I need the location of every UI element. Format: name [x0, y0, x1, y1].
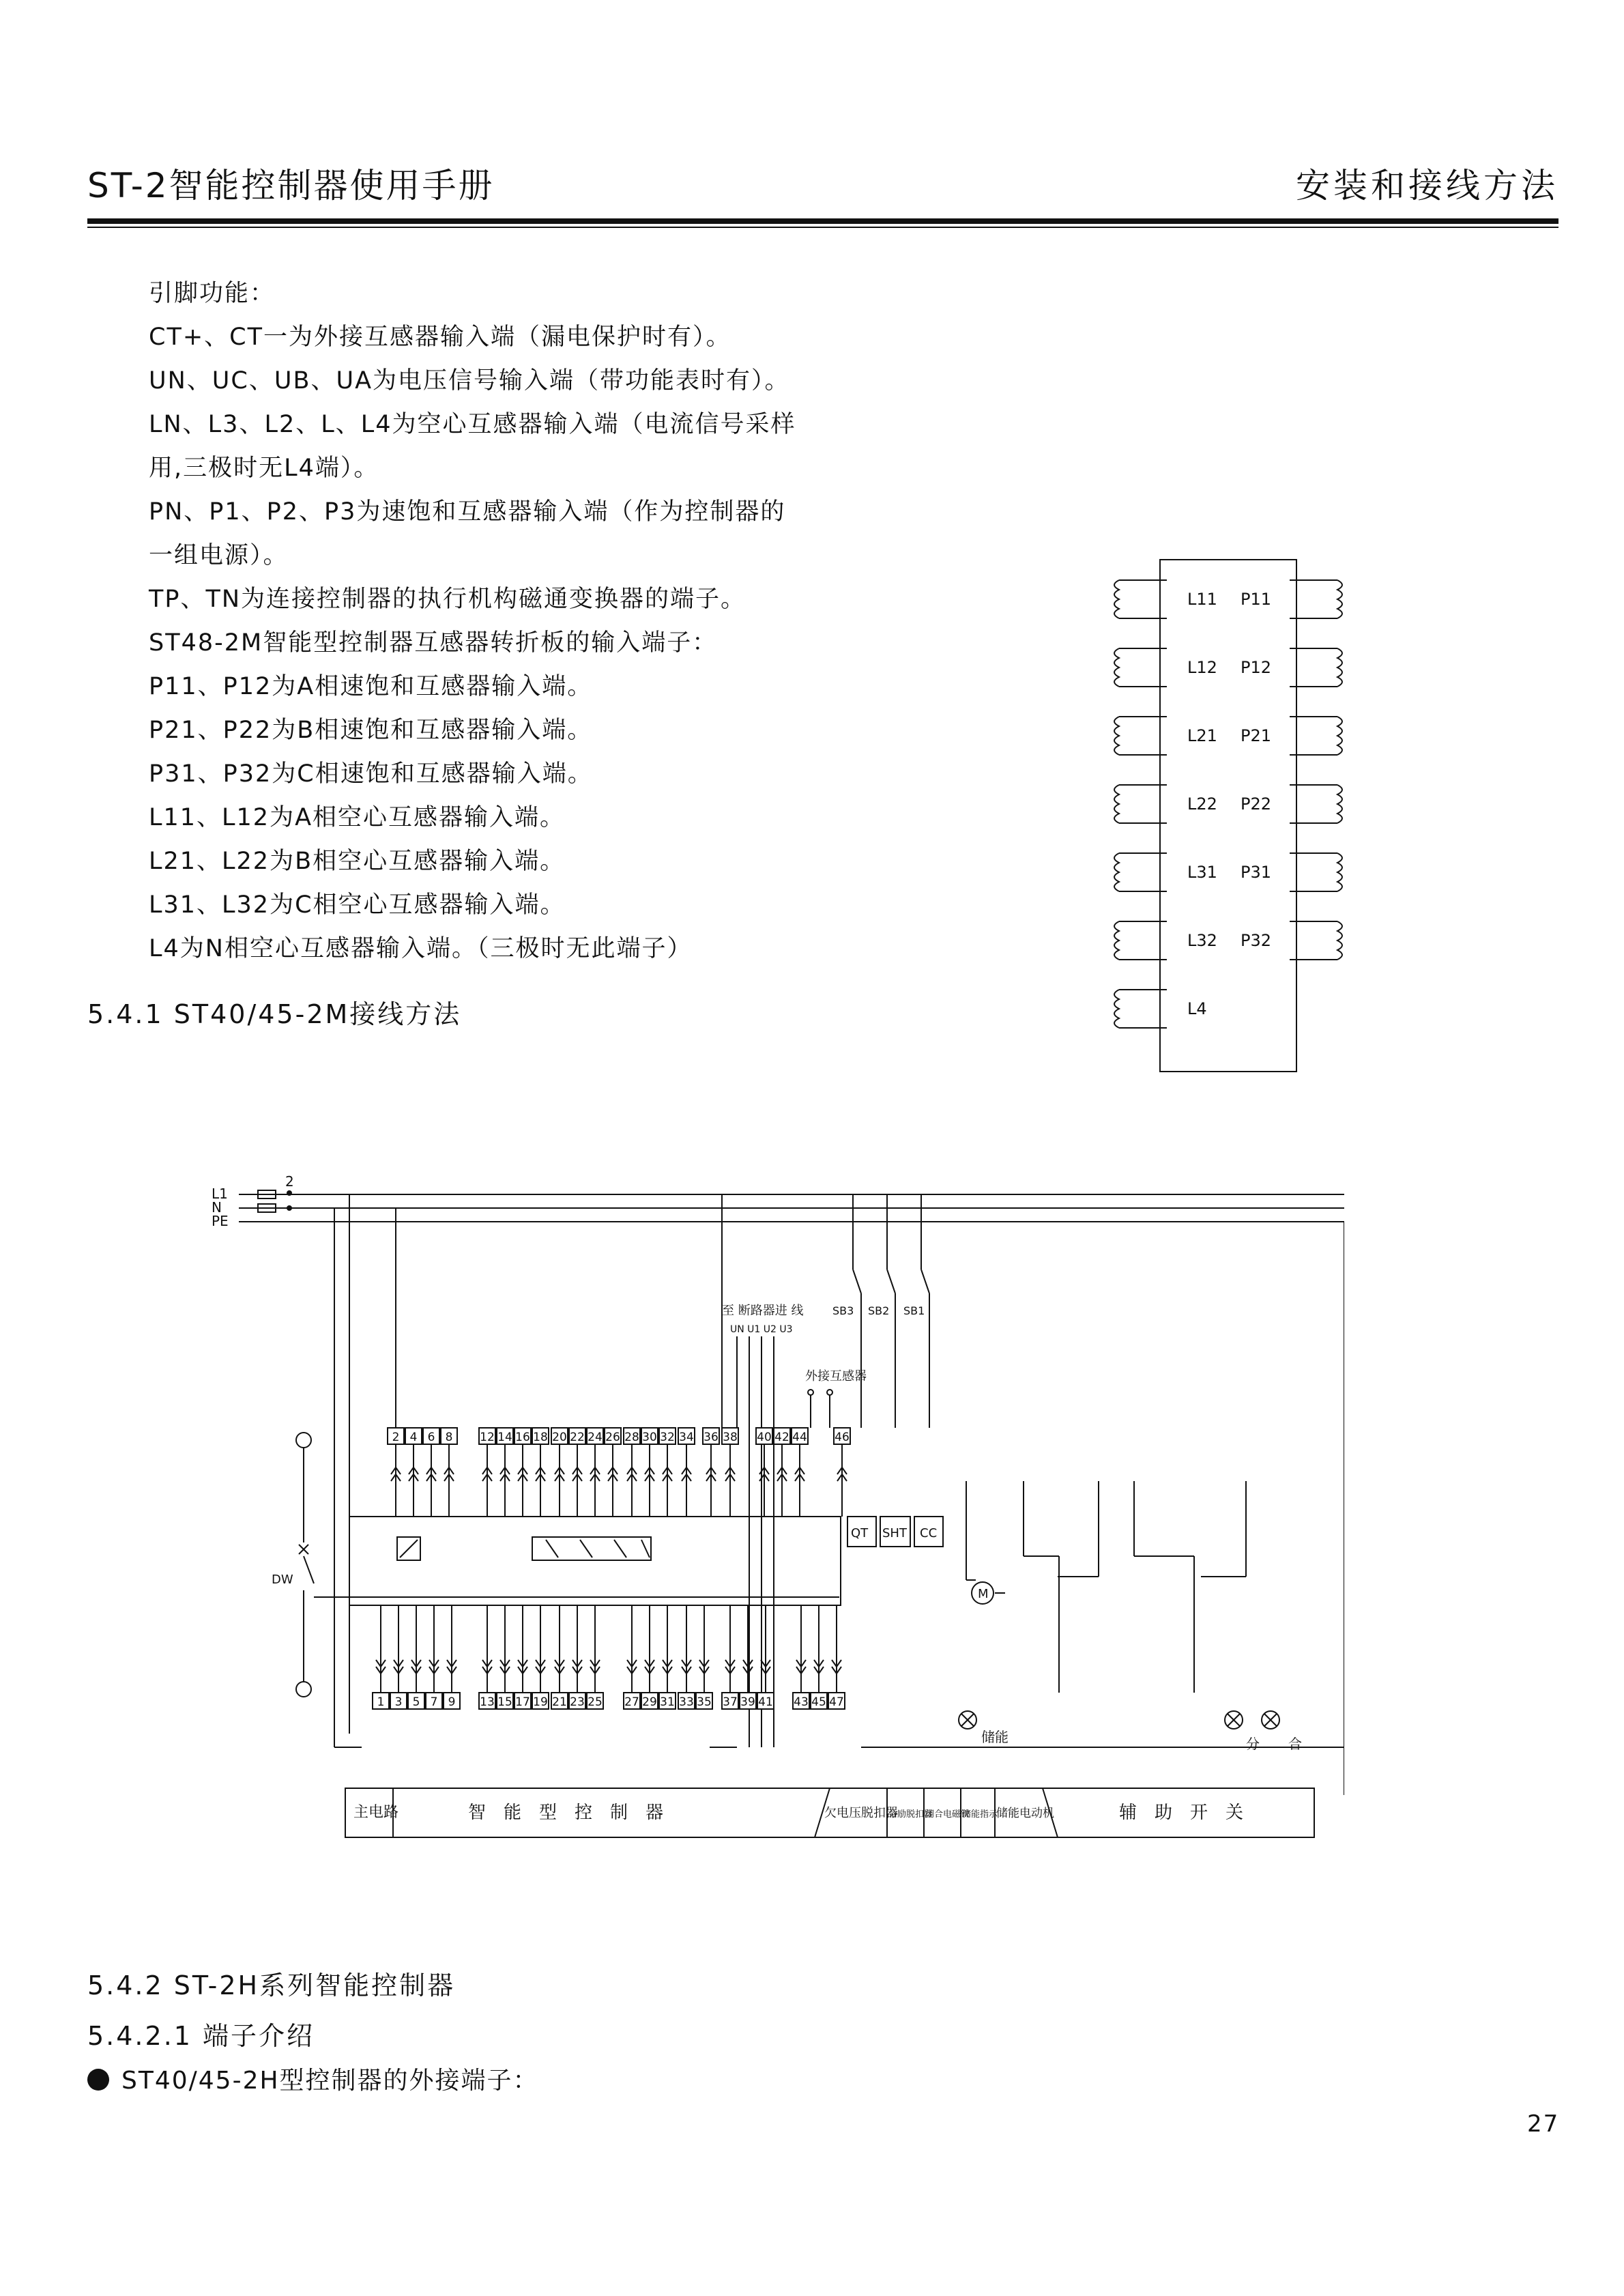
ct-left-coil	[1114, 921, 1119, 960]
text-line: UN、UC、UB、UA为电压信号输入端（带功能表时有）。	[149, 367, 790, 394]
dw-label: DW	[272, 1573, 293, 1587]
ct-label-l: L21	[1187, 726, 1217, 745]
breaker-in-label: 至 断路器进 线	[722, 1304, 804, 1318]
text-line: 一组电源）。	[149, 542, 289, 569]
ct-left-coil	[1114, 785, 1119, 823]
bottom-terminal-label: 35	[697, 1695, 712, 1709]
bottom-terminal-label: 7	[430, 1695, 438, 1709]
bottom-terminal-label: 39	[740, 1695, 755, 1709]
ct-left-coil	[1114, 717, 1119, 755]
top-terminal-label: 4	[409, 1431, 418, 1444]
pin-function-text	[149, 272, 796, 971]
top-terminal-label: 40	[757, 1431, 772, 1444]
bottom-terminal-label: 19	[533, 1695, 548, 1709]
text-line: L21、L22为B相空心互感器输入端。	[149, 848, 566, 875]
top-terminal-label: 34	[679, 1431, 694, 1444]
ct-label-p: P22	[1241, 794, 1272, 814]
top-terminal-label: 46	[835, 1431, 850, 1444]
top-terminal-label: 30	[642, 1431, 657, 1444]
manual-title: ST-2智能控制器使用手册	[87, 166, 495, 205]
legend-aux-switch: 辅 助 开 关	[1119, 1803, 1244, 1823]
top-terminal-label: 20	[552, 1431, 567, 1444]
legend-controller: 智 能 型 控 制 器	[468, 1803, 664, 1823]
text-line: PN、P1、P2、P3为速饱和互感器输入端（作为控制器的	[149, 498, 786, 526]
fuse-terminal	[287, 1206, 291, 1210]
bottom-terminal-label: 5	[412, 1695, 420, 1709]
bullet-text: ST40/45-2H型控制器的外接端子：	[121, 2067, 539, 2095]
ct-right-coil	[1337, 853, 1342, 891]
text-line: TP、TN为连接控制器的执行机构磁通变换器的端子。	[149, 586, 746, 613]
section-5-4-2-heading: 5.4.2 ST-2H系列智能控制器	[87, 1970, 456, 2000]
ext-ct-terminal	[808, 1390, 813, 1395]
ct-left-coil	[1114, 853, 1119, 891]
top-terminal-label: 44	[792, 1431, 807, 1444]
ct-label-p: P11	[1241, 590, 1272, 609]
top-terminal-label: 16	[515, 1431, 530, 1444]
bottom-terminal-label: 31	[660, 1695, 675, 1709]
top-terminal-label: 36	[704, 1431, 719, 1444]
top-terminal-label: 18	[533, 1431, 548, 1444]
top-terminal-label: 6	[427, 1431, 435, 1444]
bottom-terminal-label: 41	[758, 1695, 773, 1709]
bottom-terminal-label: 13	[480, 1695, 495, 1709]
bottom-terminal-label: 3	[394, 1695, 403, 1709]
top-terminal-label: 42	[774, 1431, 789, 1444]
bottom-terminal-label: 27	[624, 1695, 639, 1709]
top-terminal-label: 8	[445, 1431, 453, 1444]
bottom-terminal-label: 45	[811, 1695, 826, 1709]
fuse-label: 2	[285, 1173, 294, 1190]
top-terminal-row	[388, 1428, 850, 1517]
top-terminal-label: 14	[497, 1431, 512, 1444]
legend-energy-indicator: 储能指示	[962, 1809, 998, 1820]
ct-right-coil	[1337, 580, 1342, 618]
close-lamp-label: 合	[1288, 1736, 1302, 1752]
ct-label-p: P12	[1241, 658, 1272, 677]
top-terminal-label: 22	[570, 1431, 585, 1444]
ct-left-coil	[1114, 990, 1119, 1028]
bottom-terminal-label: 23	[570, 1695, 585, 1709]
wiring-diagram	[198, 1160, 1344, 1856]
bus-label-l1: L1	[212, 1186, 228, 1202]
top-terminal-label: 26	[605, 1431, 620, 1444]
bottom-terminal-label: 25	[588, 1695, 603, 1709]
bus-label-n: N	[212, 1199, 222, 1216]
ct-left-coil	[1114, 648, 1119, 687]
ext-ct-label: 外接互感器	[805, 1369, 867, 1383]
header-rule-thin	[87, 227, 1558, 228]
bottom-terminal-label: 17	[515, 1695, 530, 1709]
top-terminal-label: 28	[624, 1431, 639, 1444]
top-terminal-label: 2	[392, 1431, 400, 1444]
ct-label-l: L11	[1187, 590, 1217, 609]
open-lamp-label: 分	[1246, 1736, 1260, 1752]
text-line: 用,三极时无L4端）。	[149, 455, 379, 482]
ct-label-l: L31	[1187, 863, 1217, 882]
text-line: 引脚功能：	[149, 280, 276, 307]
motor-label: M	[978, 1587, 989, 1601]
text-line: L31、L32为C相空心互感器输入端。	[149, 891, 566, 919]
voltage-terminal-labels: UN U1 U2 U3	[730, 1324, 793, 1335]
bus-label-pe: PE	[212, 1213, 229, 1229]
legend-undervoltage: 欠电压脱扣器	[824, 1806, 898, 1820]
ct-board-rows	[1114, 580, 1342, 1028]
ct-right-coil	[1337, 921, 1342, 960]
text-line: L4为N相空心互感器输入端。（三极时无此端子）	[149, 935, 693, 962]
text-line: CT+、CT一为外接互感器输入端（漏电保护时有）。	[149, 324, 731, 351]
dw-bottom-terminal	[296, 1682, 311, 1697]
ct-board-diagram	[1105, 553, 1378, 1078]
ct-right-coil	[1337, 648, 1342, 687]
header-rule-thick	[87, 218, 1558, 224]
ct-board-outline	[1160, 560, 1296, 1072]
bottom-terminal-label: 29	[642, 1695, 657, 1709]
legend-main-circuit: 主电路	[353, 1804, 399, 1821]
ct-label-p: P32	[1241, 931, 1272, 950]
bullet-item	[87, 2061, 539, 2096]
ct-right-coil	[1337, 785, 1342, 823]
bottom-terminal-label: 37	[723, 1695, 738, 1709]
ext-ct-terminal	[827, 1390, 832, 1395]
sb3-label: SB3	[832, 1304, 854, 1317]
sb3-button	[853, 1269, 861, 1293]
legend-closing-coil: 闭合电磁铁	[925, 1809, 970, 1820]
section-title: 安装和接线方法	[1296, 166, 1558, 205]
section-5-4-1-heading: 5.4.1 ST40/45-2M接线方法	[87, 999, 462, 1029]
bottom-terminal-label: 33	[679, 1695, 694, 1709]
sb1-button	[921, 1269, 929, 1293]
top-terminal-label: 24	[588, 1431, 603, 1444]
bottom-terminal-label: 15	[497, 1695, 512, 1709]
top-terminal-label: 38	[723, 1431, 738, 1444]
bottom-terminal-label: 21	[552, 1695, 567, 1709]
section-5-4-2-1-heading: 5.4.2.1 端子介绍	[87, 2021, 315, 2051]
legend-shunt: 分励脱扣器	[888, 1809, 933, 1820]
ct-label-l: L4	[1187, 999, 1207, 1018]
sb1-label: SB1	[903, 1304, 925, 1317]
legend-energy-motor: 储能电动机	[996, 1807, 1054, 1820]
text-line: ST48-2M智能型控制器互感器转折板的输入端子：	[149, 629, 718, 657]
sht-label: SHT	[882, 1526, 907, 1540]
text-line: LN、L3、L2、L、L4为空心互感器输入端（电流信号采样	[149, 411, 796, 438]
ct-label-l: L32	[1187, 931, 1217, 950]
ct-label-l: L22	[1187, 794, 1217, 814]
ct-label-l: L12	[1187, 658, 1217, 677]
fuse-terminal	[287, 1191, 291, 1195]
bottom-terminal-label: 1	[377, 1695, 385, 1709]
page-number: 27	[1527, 2110, 1560, 2138]
ct-right-coil	[1337, 717, 1342, 755]
bottom-terminal-label: 43	[794, 1695, 809, 1709]
cc-label: CC	[920, 1526, 938, 1540]
ct-left-coil	[1114, 580, 1119, 618]
bottom-terminal-label: 47	[829, 1695, 844, 1709]
sb2-label: SB2	[868, 1304, 890, 1317]
bottom-terminal-label: 9	[448, 1695, 456, 1709]
text-line: P21、P22为B相速饱和互感器输入端。	[149, 717, 593, 744]
text-line: L11、L12为A相空心互感器输入端。	[149, 804, 566, 831]
bullet-dot	[87, 2069, 109, 2091]
text-line: P11、P12为A相速饱和互感器输入端。	[149, 673, 593, 700]
dw-top-terminal	[296, 1433, 311, 1448]
top-terminal-label: 32	[660, 1431, 675, 1444]
text-line: P31、P32为C相速饱和互感器输入端。	[149, 760, 593, 788]
ct-label-p: P31	[1241, 863, 1272, 882]
energy-lamp-label: 储能	[981, 1729, 1009, 1745]
top-terminal-label: 12	[480, 1431, 495, 1444]
sb2-button	[887, 1269, 895, 1293]
ct-label-p: P21	[1241, 726, 1272, 745]
qt-label: QT	[851, 1526, 869, 1540]
